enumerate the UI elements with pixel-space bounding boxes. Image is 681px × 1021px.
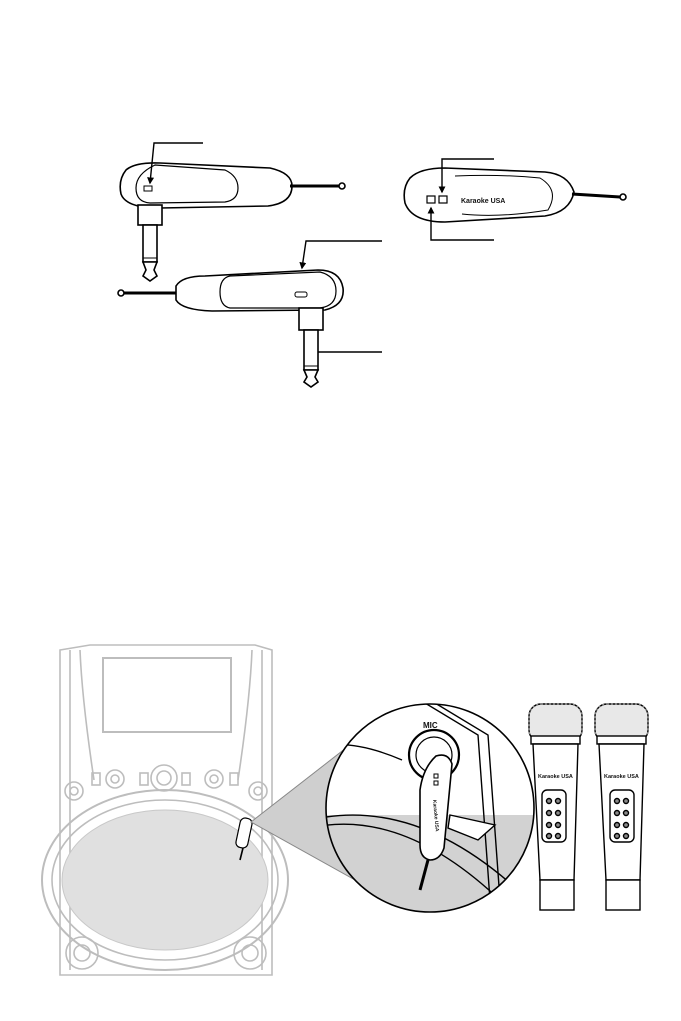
receiver-side-view-upper	[120, 163, 345, 281]
receiver-diagram	[0, 0, 681, 400]
mic-jack-label: MIC	[423, 721, 438, 730]
installation-diagram	[0, 620, 681, 1021]
mic-jack-closeup	[320, 700, 550, 935]
speaker-grille	[62, 810, 268, 950]
wireless-mic-right	[595, 704, 648, 910]
mic-right-brand-text: Karaoke USA	[604, 774, 639, 780]
mic-left-brand-text: Karaoke USA	[538, 774, 573, 780]
wireless-mic-left	[529, 704, 582, 910]
receiver-top-brand-text: Karaoke USA	[461, 198, 506, 205]
callout-usb-port	[302, 241, 382, 268]
closeup-receiver-brand-text: Karaoke USA	[431, 799, 440, 832]
receiver-top-view	[404, 168, 626, 222]
receiver-side-view-lower	[118, 270, 343, 387]
